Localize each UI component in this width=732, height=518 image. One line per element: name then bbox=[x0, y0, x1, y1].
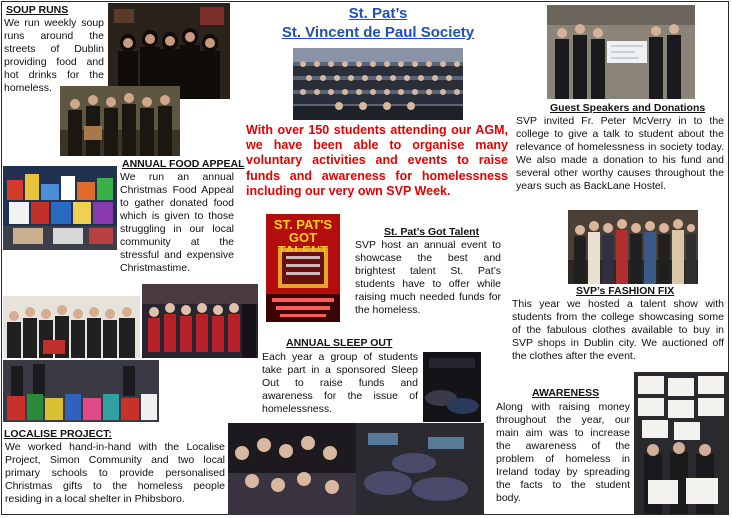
guest-text: SVP invited Fr. Peter McVerry in to the college to give a talk to student about the relevance of homelessness in society today. We also made a donation to his fund and several other worthy causes throughout the years such as BackLane Hostel. bbox=[516, 115, 724, 192]
localise-gifts-photo bbox=[3, 360, 159, 422]
awareness-heading: AWARENESS bbox=[532, 387, 600, 399]
poster-line-1: ST. PAT'S bbox=[273, 217, 333, 232]
awareness-text: Along with raising money throughout the year, our main aim was to increase the awareness of the problem of homeless in Ireland today by spreading the facts to the student body. bbox=[496, 401, 630, 504]
food-appeal-heading: ANNUAL FOOD APPEAL bbox=[122, 158, 245, 170]
fashion-fix-heading: SVP’s FASHION FIX bbox=[576, 285, 675, 297]
guest-heading: Guest Speakers and Donations bbox=[550, 102, 706, 114]
food-appeal-photo bbox=[3, 166, 117, 250]
sleep-out-text: Each year a group of students take part in a sponsored Sleep Out to raise funds and awareness for the issue of homelessness. bbox=[262, 351, 418, 415]
sleep-out-group-photo bbox=[228, 423, 484, 515]
localise-choir-photo bbox=[142, 284, 258, 358]
guest-donation-photo bbox=[547, 5, 695, 99]
page-title bbox=[258, 4, 498, 42]
sleep-out-heading: ANNUAL SLEEP OUT bbox=[286, 337, 393, 349]
localise-heading: LOCALISE PROJECT: bbox=[4, 428, 112, 440]
fashion-fix-text: This year we hosted a talent show with students from the college showcasing some of the fabulous clothes available to buy in SVP shops in Dublin city. We auctioned off the clothes after the event. bbox=[512, 298, 724, 362]
sleep-out-photo bbox=[423, 352, 481, 422]
localise-group-photo bbox=[3, 296, 140, 358]
agm-audience-photo bbox=[293, 48, 463, 120]
got-talent-poster bbox=[266, 214, 340, 322]
title-line-1: St. Pat’s bbox=[348, 5, 408, 22]
title-line-2: St. Vincent de Paul Society bbox=[281, 24, 475, 41]
soup-run-group-photo bbox=[60, 86, 180, 156]
soup-run-photo bbox=[108, 3, 230, 99]
soup-runs-text: We run weekly soup runs around the streets of Dublin providing food and hot drinks for the homeless. bbox=[4, 17, 104, 94]
poster-line-2: GOT bbox=[288, 230, 318, 245]
got-talent-heading: St. Pat’s Got Talent bbox=[384, 226, 480, 238]
food-appeal-text: We run an annual Christmas Food Appeal to gather donated food which is given to those struggling in our local community at the stressful and expensive Christmastime. bbox=[120, 171, 234, 274]
fashion-fix-photo bbox=[568, 210, 698, 284]
localise-text: We worked hand-in-hand with the Localise Project, Simon Community and two local primary schools to provide personalised Christmas gifts to the homeless people residing in a local shelter in Phibsboro. bbox=[5, 441, 225, 505]
got-talent-text: SVP host an annual event to showcase the best and brightest talent St. Pat’s students have to offer while raising much needed funds for the homeless. bbox=[355, 239, 501, 316]
awareness-photo bbox=[634, 372, 728, 514]
agm-summary-text: With over 150 students attending our AGM, we have been able to organise many voluntary activities and events to raise funds and awareness for homelessness including our very own SVP Week. bbox=[246, 123, 508, 198]
soup-runs-heading: SOUP RUNS bbox=[6, 4, 69, 16]
